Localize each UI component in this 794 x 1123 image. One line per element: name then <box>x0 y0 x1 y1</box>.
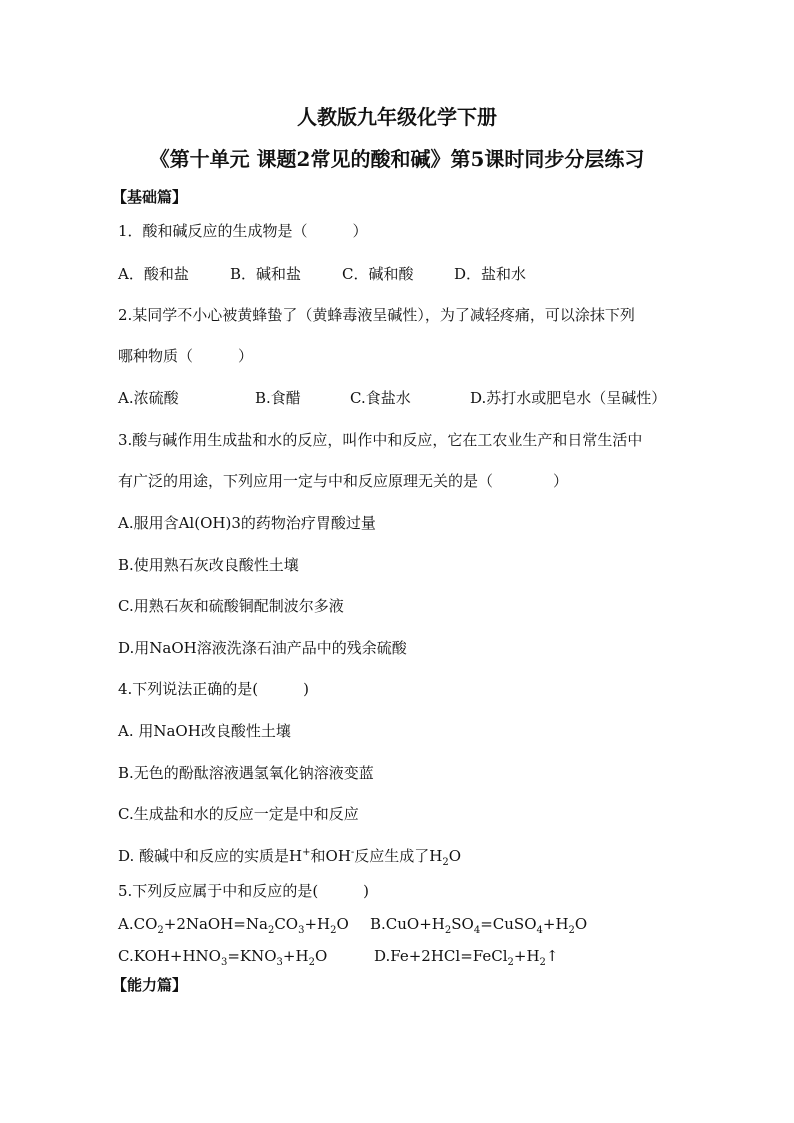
question-5-option-a <box>118 914 349 934</box>
question-4-stem: 4.下列说法正确的是( ) <box>118 680 310 698</box>
question-5-option-d <box>374 946 558 966</box>
question-3-option-d: D.用NaOH溶液洗涤石油产品中的残余硫酸 <box>118 639 407 657</box>
question-2-option-d: D.苏打水或肥皂水（呈碱性） <box>470 389 667 407</box>
question-2-stem-line-1: 2.某同学不小心被黄蜂蛰了（黄蜂毒液呈碱性），为了减轻疼痛，可以涂抹下列 <box>118 306 635 324</box>
q4-d-sup-2: - <box>350 847 355 858</box>
formula-text: D.Fe+2HCl=FeCl <box>374 947 508 965</box>
question-3-option-c: C.用熟石灰和硫酸铜配制波尔多液 <box>118 597 344 615</box>
formula-subscript: 2 <box>267 925 275 936</box>
question-3-option-a: A.服用含Al(OH)3的药物治疗胃酸过量 <box>118 514 376 532</box>
question-2-stem-line-2: 哪种物质（ ） <box>118 347 254 365</box>
q4-d-sup-1: + <box>302 847 311 858</box>
formula-text: +H <box>282 947 309 965</box>
question-4-option-c: C.生成盐和水的反应一定是中和反应 <box>118 805 359 823</box>
section-basic-heading: 【基础篇】 <box>112 188 188 206</box>
document-title: 人教版九年级化学下册 <box>297 105 497 129</box>
formula-text: O <box>336 915 349 933</box>
question-1-option-c: C．碱和酸 <box>342 265 414 283</box>
question-5-option-c <box>118 946 327 966</box>
q4-d-part-2: 和OH <box>310 847 351 865</box>
formula-text: B.CuO+H <box>370 915 445 933</box>
formula-subscript: 2 <box>308 957 315 968</box>
q4-d-sub: 2 <box>442 857 449 868</box>
formula-subscript: 4 <box>473 925 481 936</box>
formula-subscript: 3 <box>220 957 228 968</box>
question-5-stem: 5.下列反应属于中和反应的是( ) <box>118 882 370 900</box>
question-2-option-c: C.食盐水 <box>350 389 411 407</box>
formula-text: A.CO <box>118 915 158 933</box>
formula-subscript: 4 <box>536 925 543 936</box>
formula-text: ↑ <box>545 947 559 965</box>
question-1-option-d: D．盐和水 <box>454 265 527 283</box>
question-1-option-b: B．碱和盐 <box>230 265 302 283</box>
formula-text: +H <box>304 915 331 933</box>
question-3-stem-line-1: 3.酸与碱作用生成盐和水的反应，叫作中和反应，它在工农业生产和日常生活中 <box>118 431 643 449</box>
question-5-option-b <box>370 914 587 934</box>
formula-text: CO <box>274 915 299 933</box>
formula-subscript: 2 <box>330 925 337 936</box>
question-4-option-b: B.无色的酚酞溶液遇氢氧化钠溶液变蓝 <box>118 764 374 782</box>
question-4-option-a: A. 用NaOH改良酸性土壤 <box>118 722 291 740</box>
formula-text: SO <box>451 915 474 933</box>
question-1-stem: 1．酸和碱反应的生成物是（ ） <box>118 222 368 240</box>
question-2-option-a: A.浓硫酸 <box>118 389 179 407</box>
document-subtitle: 《第十单元 课题2常见的酸和碱》第5课时同步分层练习 <box>149 147 645 171</box>
formula-subscript: 2 <box>568 925 575 936</box>
q4-d-part-4: O <box>448 847 462 865</box>
question-3-stem-line-2: 有广泛的用途，下列应用一定与中和反应原理无关的是（ ） <box>118 472 569 490</box>
formula-subscript: 2 <box>507 957 514 968</box>
question-3-option-b: B.使用熟石灰改良酸性土壤 <box>118 556 299 574</box>
section-ability-heading: 【能力篇】 <box>112 976 188 994</box>
formula-subscript: 2 <box>539 957 546 968</box>
formula-subscript: 3 <box>298 925 305 936</box>
formula-subscript: 2 <box>157 925 164 936</box>
q4-d-part-1: D. 酸碱中和反应的实质是H <box>118 847 303 865</box>
q4-d-part-3: 反应生成了H <box>354 847 443 865</box>
question-4-option-d <box>118 846 461 866</box>
formula-text: +2NaOH=Na <box>163 915 268 933</box>
formula-subscript: 3 <box>276 957 283 968</box>
formula-text: +H <box>513 947 540 965</box>
formula-text: O <box>574 915 588 933</box>
formula-subscript: 2 <box>444 925 452 936</box>
formula-text: +H <box>542 915 569 933</box>
formula-text: O <box>314 947 328 965</box>
formula-text: C.KOH+HNO <box>118 947 221 965</box>
question-2-option-b: B.食醋 <box>255 389 301 407</box>
question-1-option-a: A．酸和盐 <box>118 265 189 283</box>
formula-text: =KNO <box>227 947 277 965</box>
formula-text: =CuSO <box>480 915 537 933</box>
